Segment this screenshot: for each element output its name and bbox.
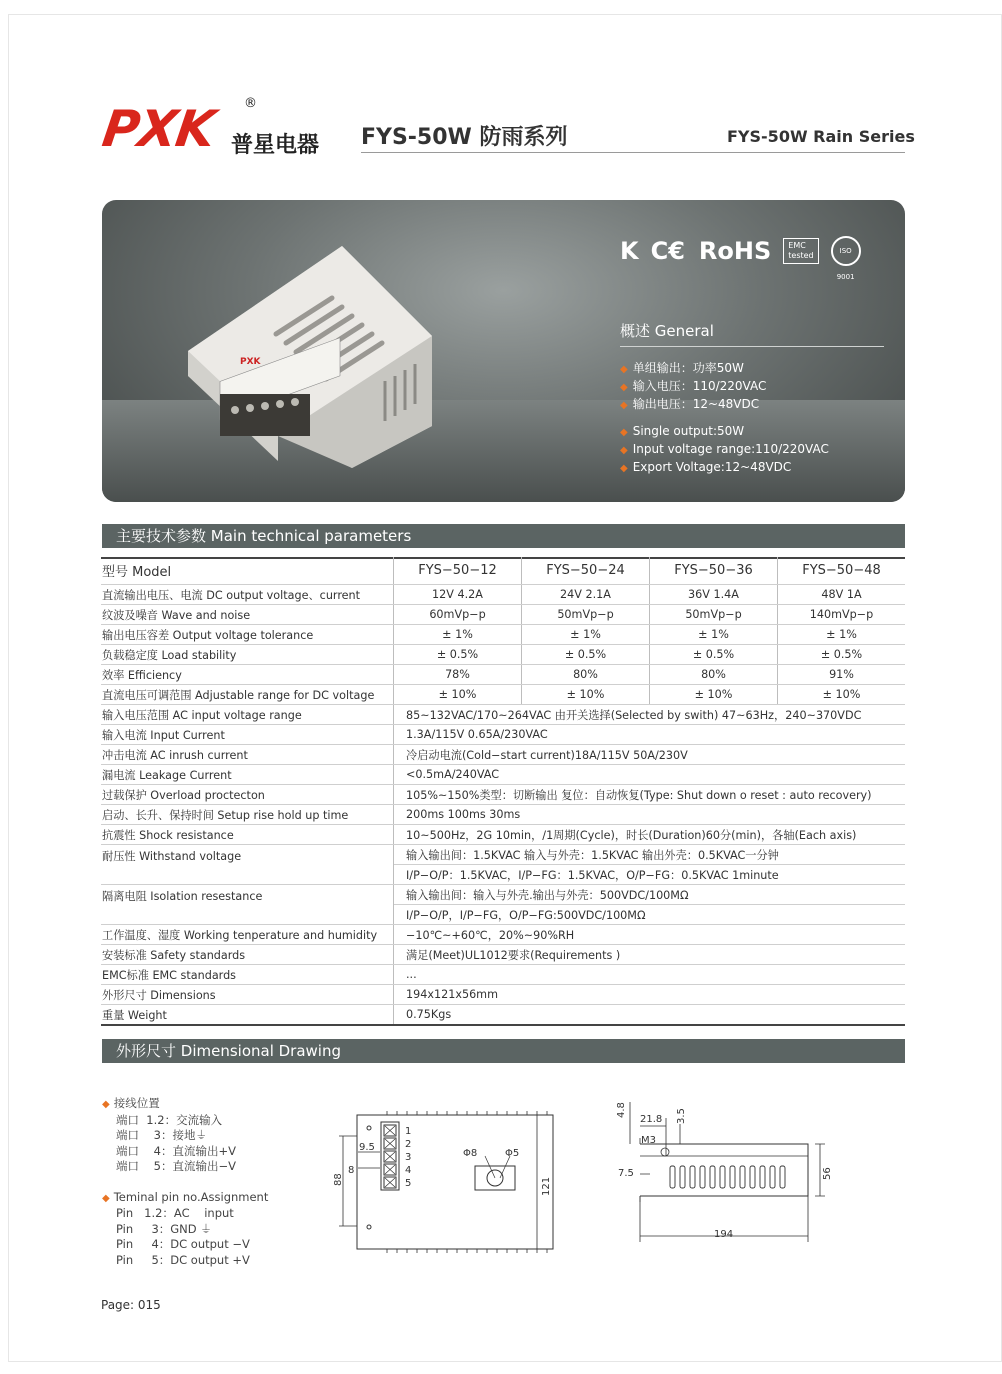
- param-value: 78%: [394, 665, 522, 685]
- ce-mark-icon: C€: [650, 237, 685, 265]
- param-row: [101, 665, 905, 685]
- product-brand-label: PXK: [240, 357, 261, 367]
- pin-item: 端口 4：直流输出+V: [116, 1143, 236, 1158]
- power-supply-image: [180, 246, 440, 476]
- feature-item: ◆ Export Voltage:12~48VDC: [620, 459, 829, 477]
- param-value: ...: [394, 965, 906, 985]
- param-label: 启动、长升、保持时间 Setup rise hold up time: [101, 805, 394, 825]
- model-name: FYS−50−48: [778, 557, 906, 585]
- brand-logo: [98, 96, 320, 158]
- param-value: ± 0.5%: [394, 645, 522, 665]
- param-row: [101, 645, 905, 665]
- registered-mark: ®: [244, 96, 257, 111]
- dim-m3: M3: [641, 1135, 656, 1146]
- page-title-cn: FYS-50W 防雨系列: [361, 125, 568, 150]
- param-row: [101, 745, 905, 765]
- drawing-section-header: 外形尺寸 Dimensional Drawing: [102, 1039, 905, 1063]
- param-row: [101, 965, 905, 985]
- param-value: 24V 2.1A: [522, 585, 650, 605]
- param-label: 隔离电阻 Isolation resestance: [101, 885, 394, 925]
- logo-chinese-name: 普星电器: [231, 133, 320, 158]
- general-features: [620, 360, 829, 477]
- param-label: 输入电压范围 AC input voltage range: [101, 705, 394, 725]
- product-banner: [102, 200, 905, 502]
- param-value: 85~132VAC/170~264VAC 由开关选择(Selected by swith) 47~63Hz，240~370VDC: [394, 705, 906, 725]
- pin-item: 端口 1.2：交流输入: [116, 1112, 223, 1127]
- dim-4-8: 4.8: [616, 1102, 627, 1118]
- param-row: [101, 685, 905, 705]
- param-value: ± 1%: [394, 625, 522, 645]
- param-row: [101, 805, 905, 825]
- param-value: I/P−O/P，I/P−FG，O/P−FG:500VDC/100MΩ: [394, 905, 906, 925]
- param-label: 纹波及噪音 Wave and noise: [101, 605, 394, 625]
- param-value: 91%: [778, 665, 906, 685]
- param-value: 36V 1.4A: [650, 585, 778, 605]
- param-value: 输入输出间：输入与外壳.输出与外壳：500VDC/100MΩ: [394, 885, 906, 905]
- params-section-header: 主要技术参数 Main technical parameters: [102, 524, 905, 548]
- param-value: −10℃~+60℃，20%~90%RH: [394, 925, 906, 945]
- general-divider: [620, 346, 884, 347]
- param-row: [101, 785, 905, 805]
- param-value: <0.5mA/240VAC: [394, 765, 906, 785]
- param-value: ± 1%: [522, 625, 650, 645]
- dim-56: 56: [822, 1167, 833, 1180]
- param-value: ± 0.5%: [650, 645, 778, 665]
- param-label: 输出电压容差 Output voltage tolerance: [101, 625, 394, 645]
- param-value: 10~500Hz，2G 10min，/1周期(Cycle)，时长(Duration)60分(min)，各轴(Each axis): [394, 825, 906, 845]
- param-value: 满足(Meet)UL1012要求(Requirements ): [394, 945, 906, 965]
- param-value: 60mVp−p: [394, 605, 522, 625]
- param-label: 过载保护 Overload proctecton: [101, 785, 394, 805]
- dim-8: 8: [348, 1165, 355, 1176]
- param-label: 负载稳定度 Load stability: [101, 645, 394, 665]
- param-row: [101, 845, 905, 865]
- pin-item: 端口 3：接地⏚: [116, 1128, 207, 1142]
- iso-mark-icon: ISO 9001: [831, 236, 861, 266]
- terminal-assignment: [102, 1096, 268, 1268]
- dim-121: 121: [541, 1176, 552, 1196]
- param-value: ± 10%: [778, 685, 906, 705]
- model-row: [101, 557, 905, 585]
- pin-item: Pin 3：GND ⏚: [116, 1221, 212, 1236]
- param-value: 105%~150%类型：切断输出 复位：自动恢复(Type: Shut down o reset : auto recovery): [394, 785, 906, 805]
- param-value: 12V 4.2A: [394, 585, 522, 605]
- param-label: 效率 Efficiency: [101, 665, 394, 685]
- feature-item: ◆ 输出电压：12~48VDC: [620, 396, 829, 414]
- param-row: [101, 825, 905, 845]
- param-label: 工作温度、湿度 Working tenperature and humidity: [101, 925, 394, 945]
- param-label: 输入电流 Input Current: [101, 725, 394, 745]
- param-row: [101, 925, 905, 945]
- certification-marks: [620, 234, 861, 281]
- param-label: 漏电流 Leakage Current: [101, 765, 394, 785]
- dim-7-5: 7.5: [618, 1168, 634, 1179]
- model-name: FYS−50−12: [394, 557, 522, 585]
- feature-item: ◆ Input voltage range:110/220VAC: [620, 441, 829, 459]
- param-value: I/P−O/P：1.5KVAC，I/P−FG：1.5KVAC，O/P−FG：0.5KVAC 1minute: [394, 865, 906, 885]
- pins-en-title: ◆ Teminal pin no.Assignment: [102, 1190, 268, 1207]
- param-row: [101, 705, 905, 725]
- param-label: 抗震性 Shock resistance: [101, 825, 394, 845]
- pins-cn-title: ◆ 接线位置: [102, 1096, 268, 1113]
- model-name: FYS−50−36: [650, 557, 778, 585]
- param-row: [101, 1005, 905, 1025]
- dim-3-5: 3.5: [676, 1108, 687, 1124]
- rohs-mark-icon: RoHS: [698, 237, 772, 265]
- dim-21-8: 21.8: [640, 1114, 663, 1125]
- ccc-mark-icon: K: [620, 237, 639, 265]
- param-value: ± 0.5%: [522, 645, 650, 665]
- pin-item: Pin 1.2：AC input: [116, 1206, 234, 1220]
- terminal-number: 2: [405, 1139, 412, 1150]
- front-view-drawing: [325, 1100, 565, 1260]
- terminal-number: 1: [405, 1126, 412, 1137]
- param-row: [101, 945, 905, 965]
- dim-9-5: 9.5: [359, 1142, 375, 1153]
- param-value: 0.75Kgs: [394, 1005, 906, 1025]
- param-row: [101, 885, 905, 905]
- param-value: ± 1%: [778, 625, 906, 645]
- param-label: 直流输出电压、电流 DC output voltage、current: [101, 585, 394, 605]
- param-label: 冲击电流 AC inrush current: [101, 745, 394, 765]
- param-row: [101, 985, 905, 1005]
- param-value: 50mVp−p: [650, 605, 778, 625]
- logo-letters: PXK: [98, 100, 219, 158]
- param-value: ± 0.5%: [778, 645, 906, 665]
- parameters-table: [101, 557, 905, 1025]
- param-value: 48V 1A: [778, 585, 906, 605]
- param-row: [101, 765, 905, 785]
- param-row: [101, 725, 905, 745]
- hole-8: Φ8: [463, 1148, 478, 1159]
- param-value: 冷启动电流(Cold−start current)18A/115V 50A/230V: [394, 745, 906, 765]
- feature-item: ◆ 单组输出：功率50W: [620, 360, 829, 378]
- param-value: 80%: [650, 665, 778, 685]
- param-value: 输入输出间：1.5KVAC 输入与外壳：1.5KVAC 输出外壳：0.5KVAC一分钟: [394, 845, 906, 865]
- pin-item: Pin 4：DC output −V: [116, 1237, 250, 1251]
- param-row: [101, 585, 905, 605]
- terminal-number: 3: [405, 1152, 412, 1163]
- param-value: 80%: [522, 665, 650, 685]
- emc-mark-icon: EMC tested: [783, 238, 818, 264]
- general-title: 概述 General: [620, 322, 714, 340]
- param-label: 安装标准 Safety standards: [101, 945, 394, 965]
- page-title-en: FYS-50W Rain Series: [727, 127, 915, 146]
- param-label: 外形尺寸 Dimensions: [101, 985, 394, 1005]
- param-row: [101, 625, 905, 645]
- param-label: 直流电压可调范围 Adjustable range for DC voltage: [101, 685, 394, 705]
- title-divider: [361, 152, 905, 153]
- hole-5: Φ5: [505, 1148, 520, 1159]
- side-view-drawing: [610, 1096, 840, 1256]
- param-value: ± 10%: [394, 685, 522, 705]
- param-label: 重量 Weight: [101, 1005, 394, 1025]
- param-value: 194x121x56mm: [394, 985, 906, 1005]
- feature-item: ◆ Single output:50W: [620, 423, 829, 441]
- param-value: 140mVp−p: [778, 605, 906, 625]
- param-value: 200ms 100ms 30ms: [394, 805, 906, 825]
- param-value: 50mVp−p: [522, 605, 650, 625]
- param-label: 耐压性 Withstand voltage: [101, 845, 394, 885]
- page-number: Page: 015: [101, 1298, 161, 1312]
- model-name: FYS−50−24: [522, 557, 650, 585]
- terminal-number: 4: [405, 1165, 412, 1176]
- param-value: ± 1%: [650, 625, 778, 645]
- param-value: ± 10%: [522, 685, 650, 705]
- model-label: 型号 Model: [101, 557, 394, 585]
- param-row: [101, 605, 905, 625]
- param-value: ± 10%: [650, 685, 778, 705]
- param-value: 1.3A/115V 0.65A/230VAC: [394, 725, 906, 745]
- dim-194: 194: [714, 1229, 734, 1240]
- pin-item: Pin 5：DC output +V: [116, 1252, 250, 1267]
- table-bottom-rule: [101, 1024, 905, 1026]
- dim-88: 88: [333, 1173, 344, 1186]
- pin-item: 端口 5：直流输出−V: [116, 1159, 236, 1173]
- feature-item: ◆ 输入电压：110/220VAC: [620, 378, 829, 396]
- param-label: EMC标准 EMC standards: [101, 965, 394, 985]
- terminal-number: 5: [405, 1178, 412, 1189]
